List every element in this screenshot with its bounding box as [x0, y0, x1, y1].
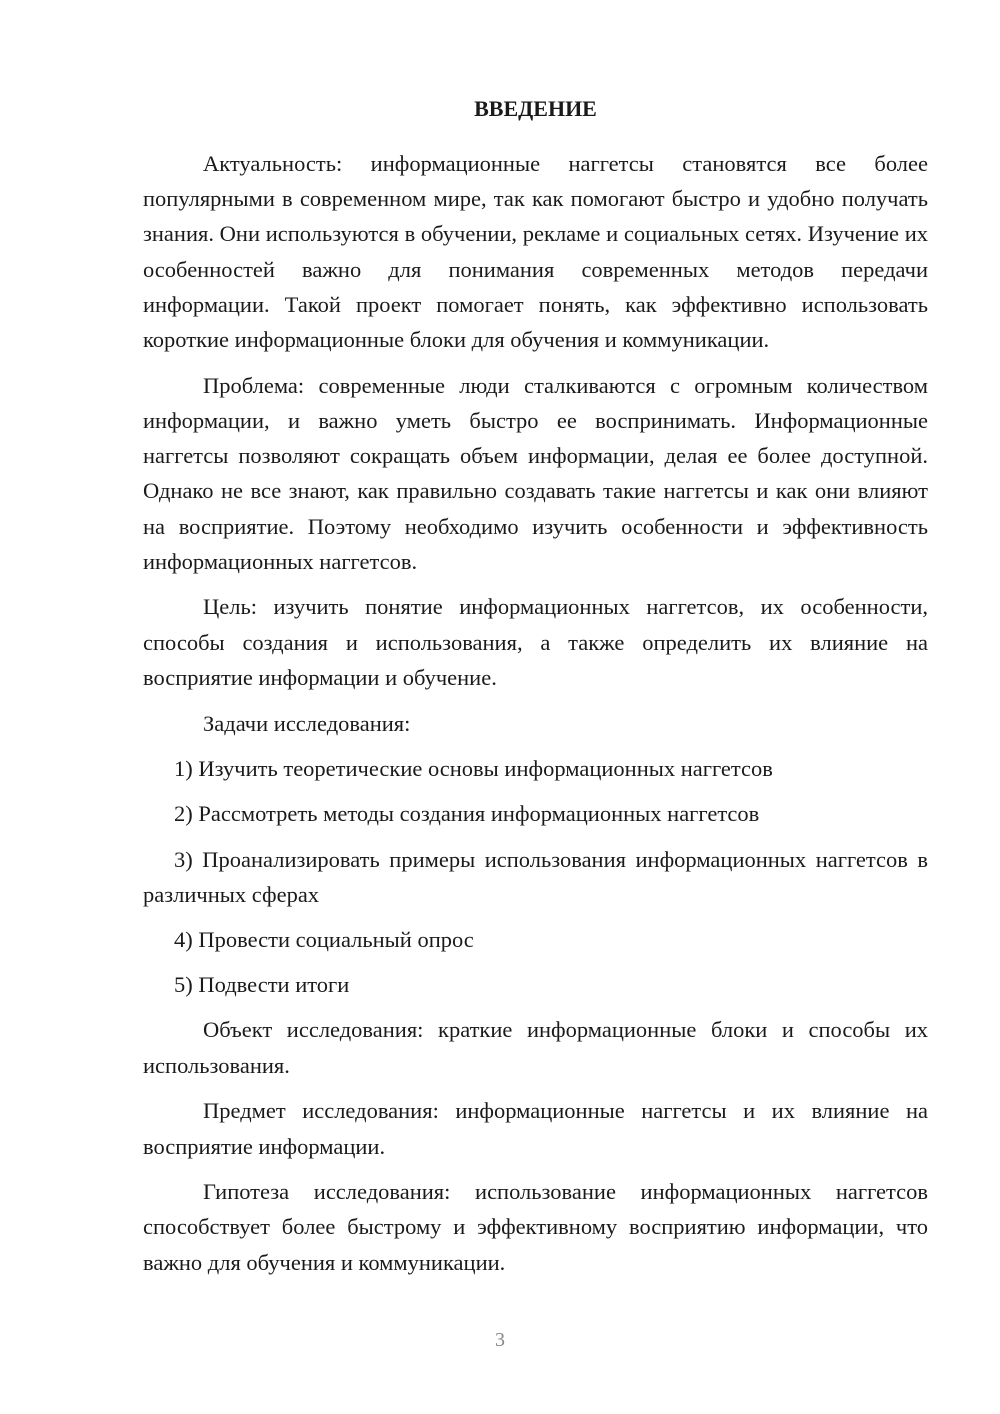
task-item-2: 2) Рассмотреть методы создания информационных наггетсов: [174, 801, 760, 827]
paragraph-object: Объект исследования: краткие информационные блоки и способы их использования.: [143, 1017, 928, 1078]
task-item-5: 5) Подвести итоги: [174, 972, 350, 998]
paragraph-tasks-heading: Задачи исследования:: [203, 710, 411, 736]
page-number: 3: [495, 1329, 505, 1351]
task-item-3: 3) Проанализировать примеры использования информационных наггетсов в различных сферах: [143, 846, 928, 907]
paragraph-subject: Предмет исследования: информационные наггетсы и их влияние на восприятие информации.: [143, 1098, 928, 1159]
paragraph-problem: Проблема: современные люди сталкиваются с огромным количеством информации, и важно уметь быстро ее воспринимать. Информационные наггетсы позволяют сокращать объем информации, делая ее более доступной. Однако не все знают, как правильно создавать такие наггетсы и как они влияют на восприятие. Поэтому необходимо изучить особенности и эффективность информационных наггетсов.: [143, 372, 928, 574]
task-list: [143, 751, 928, 1002]
task-item-4: 4) Провести социальный опрос: [174, 927, 474, 953]
section-title: ВВЕДЕНИЕ: [474, 96, 597, 121]
task-item-1: 1) Изучить теоретические основы информационных наггетсов: [174, 756, 773, 782]
paragraph-hypothesis: Гипотеза исследования: использование информационных наггетсов способствует более быстрому и эффективному восприятию информации, что важно для обучения и коммуникации.: [143, 1179, 928, 1275]
paragraph-goal: Цель: изучить понятие информационных наггетсов, их особенности, способы создания и использования, а также определить их влияние на восприятие информации и обучение.: [143, 594, 928, 690]
document-page: [143, 92, 928, 1290]
paragraph-relevance: Актуальность: информационные наггетсы становятся все более популярными в современном мире, так как помогают быстро и удобно получать знания. Они используются в обучении, рекламе и социальных сетях. Изучение их особенностей важно для понимания современных методов передачи информации. Такой проект помогает понять, как эффективно использовать короткие информационные блоки для обучения и коммуникации.: [143, 151, 928, 353]
